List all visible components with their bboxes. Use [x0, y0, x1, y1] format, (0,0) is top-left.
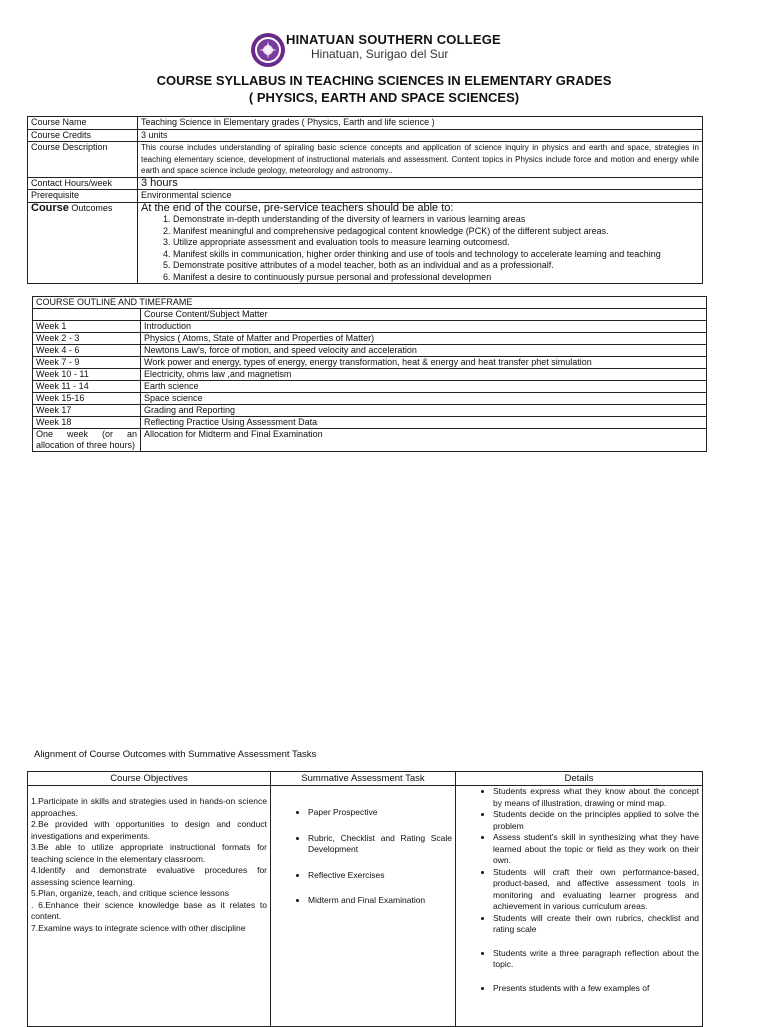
table-row	[28, 202, 703, 284]
list-item: • Students write a three paragraph reflection about the topic.	[493, 948, 699, 971]
course-outcomes-label	[28, 202, 138, 284]
course-description-value: This course includes understanding of spiraling basic science concepts and application of science inquiry in physics and earth and space, strategies in teaching elementary science, development of instructional materials and assessment. Content topics in Physics include force and motion and energy while earth and space science include geology, meteorology and astronomy..	[138, 142, 703, 178]
contact-hours-value: 3 hours	[138, 177, 703, 190]
details-cell	[456, 786, 703, 1027]
list-item: • Students decide on the principles applied to solve the problem	[493, 809, 699, 832]
objectives-cell	[28, 786, 271, 1027]
list-item: 5. Demonstrate positive attributes of a model teacher, both as an individual and as a professionalf.	[173, 260, 699, 272]
table-row	[33, 321, 707, 333]
column-header-tasks: Summative Assessment Task	[271, 772, 456, 786]
list-item: 1. Demonstrate in-depth understanding of the diversity of learners in various learning areas	[173, 214, 699, 226]
alignment-caption: Alignment of Course Outcomes with Summative Assessment Tasks	[34, 749, 317, 760]
outline-heading: COURSE OUTLINE AND TIMEFRAME	[33, 297, 707, 309]
list-item: • Students express what they know about the concept by means of illustration, drawing or mind map.	[493, 786, 699, 809]
outcomes-list	[141, 214, 699, 283]
objective-item: 1.Participate in skills and strategies used in hands-on science approaches.	[31, 796, 267, 818]
objective-item: 3.Be able to utilize appropriate instructional formats for teaching science in the elementary classroom.	[31, 842, 267, 864]
outcomes-label-rest: Outcomes	[71, 202, 113, 213]
objective-item: 7.Examine ways to integrate science with other discipline	[31, 922, 246, 933]
course-credits-value: 3 units	[138, 129, 703, 142]
outline-content: Newtons Law's, force of motion, and speed velocity and acceleration	[141, 345, 707, 357]
list-item: 3. Utilize appropriate assessment and evaluation tools to measure learning outcomesd.	[173, 237, 699, 249]
objective-item: . 6.Enhance their science knowledge base as it relates to content.	[31, 899, 267, 921]
course-info-table	[27, 116, 703, 284]
table-row	[33, 369, 707, 381]
table-row	[33, 417, 707, 429]
outline-content: Introduction	[141, 321, 707, 333]
prerequisite-label: Prerequisite	[28, 190, 138, 203]
tasks-list	[274, 807, 452, 907]
list-item: • Assess student's skill in synthesizing what they have learned about the topic or field as they work on their own.	[493, 832, 699, 867]
list-item: • Reflective Exercises	[308, 870, 452, 882]
list-item: • Paper Prospective	[308, 807, 452, 819]
table-row	[33, 309, 707, 321]
course-credits-label: Course Credits	[28, 129, 138, 142]
college-name: HINATUAN SOUTHERN COLLEGE	[286, 32, 501, 47]
table-row	[33, 405, 707, 417]
course-outline-table	[32, 296, 707, 452]
college-seal-icon	[250, 32, 286, 68]
table-row	[33, 333, 707, 345]
course-outcomes-value	[138, 202, 703, 284]
outline-content: Physics ( Atoms, State of Matter and Properties of Matter)	[141, 333, 707, 345]
objective-item: 5.Plan, organize, teach, and critique science lessons	[31, 888, 229, 898]
alignment-table	[27, 771, 703, 1027]
outline-week: Week 7 - 9	[33, 357, 141, 369]
outline-week: Week 15-16	[33, 393, 141, 405]
table-row	[33, 345, 707, 357]
list-item: • Students will create their own rubrics, checklist and rating scale	[493, 913, 699, 936]
list-item: 6. Manifest a desire to continuously pursue personal and professional developmen	[173, 272, 699, 284]
table-row	[33, 381, 707, 393]
list-item: • Midterm and Final Examination	[308, 895, 452, 907]
list-item: 2. Manifest meaningful and comprehensive pedagogical content knowledge (PCK) of the different subject areas.	[173, 226, 699, 238]
table-row	[28, 129, 703, 142]
list-item: • Rubric, Checklist and Rating Scale Development	[308, 833, 452, 856]
outcomes-intro: At the end of the course, pre-service teachers should be able to:	[141, 201, 454, 214]
outline-content: Earth science	[141, 381, 707, 393]
table-row	[28, 190, 703, 203]
objective-item: 2.Be provided with opportunities to design and conduct investigations and experiments.	[31, 819, 267, 841]
outline-content: Reflecting Practice Using Assessment Data	[141, 417, 707, 429]
course-description-label: Course Description	[28, 142, 138, 178]
column-header-objectives: Course Objectives	[28, 772, 271, 786]
outline-content-header: Course Content/Subject Matter	[141, 309, 707, 321]
outline-content: Electricity, ohms law ,and magnetism	[141, 369, 707, 381]
course-name-label: Course Name	[28, 117, 138, 130]
outline-week: Week 4 - 6	[33, 345, 141, 357]
outline-week: Week 10 - 11	[33, 369, 141, 381]
outline-content: Allocation for Midterm and Final Examination	[141, 429, 707, 452]
college-location: Hinatuan, Surigao del Sur	[311, 47, 449, 61]
outline-week: Week 17	[33, 405, 141, 417]
syllabus-title: COURSE SYLLABUS IN TEACHING SCIENCES IN ELEMENTARY GRADES	[156, 73, 612, 88]
outline-week: One week (or an allocation of three hours)	[33, 429, 141, 452]
tasks-cell	[271, 786, 456, 1027]
outline-week: Week 1	[33, 321, 141, 333]
list-item: • Students will craft their own performance-based, product-based, and affective assessment tools in monitoring and evaluating learner progress and achievement in various curriculum areas.	[493, 867, 699, 913]
table-row	[33, 393, 707, 405]
outline-content: Work power and energy, types of energy, energy transformation, heat & energy and heat transfer phet simulation	[141, 357, 707, 369]
table-row	[28, 772, 703, 786]
column-header-details: Details	[456, 772, 703, 786]
table-row	[28, 177, 703, 190]
table-row	[33, 297, 707, 309]
table-row	[33, 357, 707, 369]
syllabus-subtitle: ( PHYSICS, EARTH AND SPACE SCIENCES)	[248, 90, 520, 105]
prerequisite-value: Environmental science	[138, 190, 703, 203]
outline-content: Space science	[141, 393, 707, 405]
outcomes-label-bold: Course	[31, 201, 69, 214]
outline-week: Week 2 - 3	[33, 333, 141, 345]
objective-item: 4.Identify and demonstrate evaluative procedures for assessing science learning.	[31, 865, 267, 887]
outline-week: Week 11 - 14	[33, 381, 141, 393]
outline-week-header	[33, 309, 141, 321]
table-row	[33, 429, 707, 452]
list-item: 4. Manifest skills in communication, higher order thinking and use of tools and technology to accelerate learning and teaching	[173, 249, 699, 261]
document-header	[0, 30, 768, 70]
table-row	[28, 786, 703, 1027]
list-item: • Presents students with a few examples of	[493, 983, 699, 995]
outline-week: Week 18	[33, 417, 141, 429]
outline-content: Grading and Reporting	[141, 405, 707, 417]
table-row	[28, 117, 703, 130]
course-name-value: Teaching Science in Elementary grades ( Physics, Earth and life science )	[138, 117, 703, 130]
table-row	[28, 142, 703, 178]
contact-hours-label: Contact Hours/week	[28, 177, 138, 190]
details-list	[459, 786, 699, 994]
